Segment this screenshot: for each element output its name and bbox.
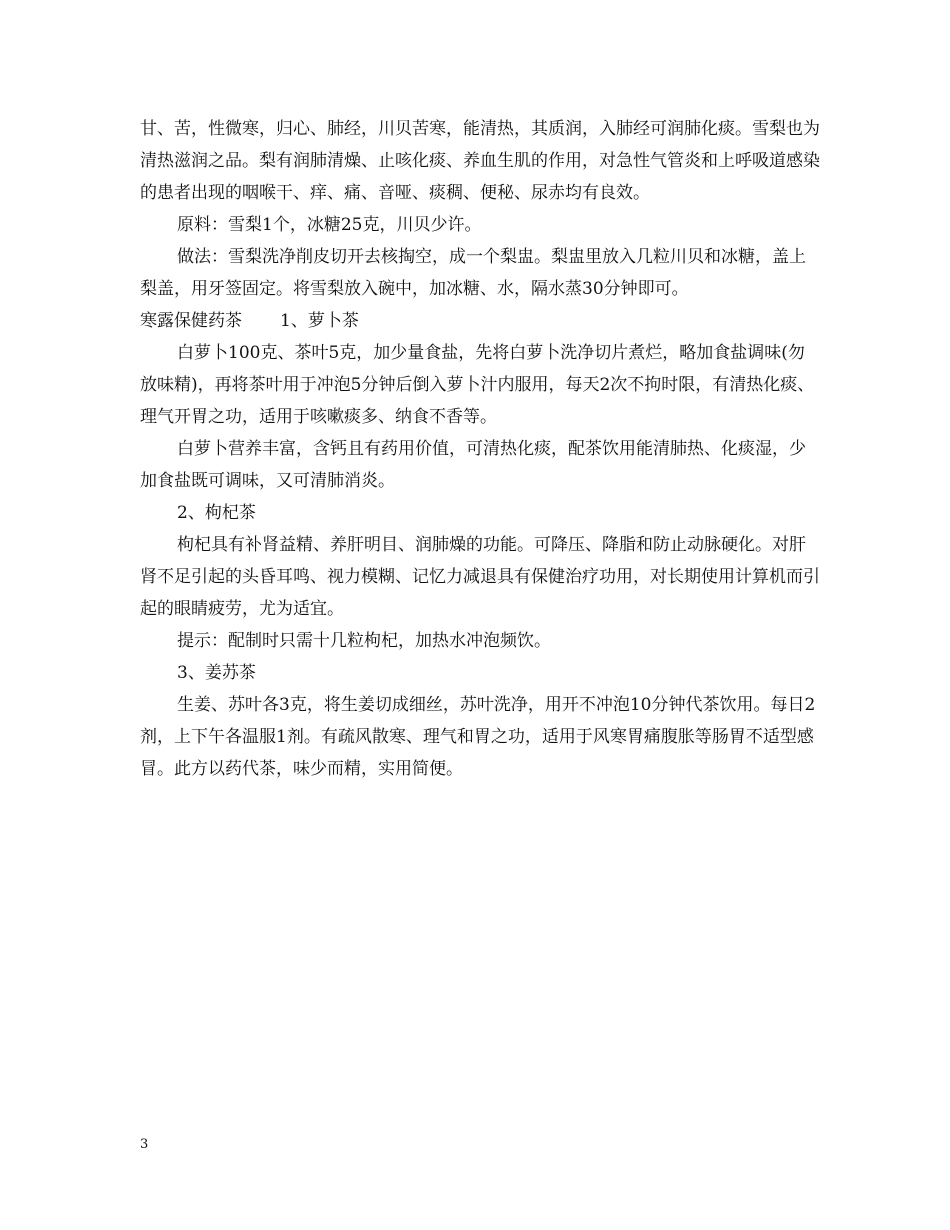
paragraph-method: 做法：雪梨洗净削皮切开去核掏空，成一个梨盅。梨盅里放入几粒川贝和冰糖，盖上梨盖，用牙签固定。将雪梨放入碗中，加冰糖、水，隔水蒸30分钟即可。 xyxy=(140,247,806,299)
page-number: 3 xyxy=(140,1137,149,1152)
paragraph-chuanbei-pear-intro: 甘、苦，性微寒，归心、肺经，川贝苦寒，能清热，其质润，入肺经可润肺化痰。雪梨也为清热滋润之品。梨有润肺清燥、止咳化痰、养血生肌的作用，对急性气管炎和上呼吸道感染的患者出现的咽喉干、痒、痛、音哑、痰稠、便秘、尿赤均有良效。 xyxy=(140,119,820,203)
item-title-ginger-perilla-tea: 3、姜苏茶 xyxy=(177,663,256,683)
paragraph-ingredients: 原料：雪梨1个，冰糖25克，川贝少许。 xyxy=(177,215,482,235)
paragraph-goji-tea-benefits: 枸杞具有补肾益精、养肝明目、润肺燥的功能。可降压、降脂和防止动脉硬化。对肝肾不足引起的头昏耳鸣、视力模糊、记忆力减退具有保健治疗功用，对长期使用计算机而引起的眼睛疲劳，尤为适宜。 xyxy=(140,535,820,619)
section-heading-line xyxy=(140,305,820,337)
item-title-radish-tea: 1、萝卜茶 xyxy=(280,311,359,331)
paragraph-ginger-perilla-tea: 生姜、苏叶各3克，将生姜切成细丝，苏叶洗净，用开不冲泡10分钟代茶饮用。每日2剂，上下午各温服1剂。有疏风散寒、理气和胃之功，适用于风寒胃痛腹胀等肠胃不适型感冒。此方以药代茶，味少而精，实用简便。 xyxy=(140,695,816,779)
paragraph-radish-tea-recipe: 白萝卜100克、茶叶5克，加少量食盐，先将白萝卜洗净切片煮烂，略加食盐调味(勿放味精)，再将茶叶用于冲泡5分钟后倒入萝卜汁内服用，每天2次不拘时限，有清热化痰、理气开胃之功，适用于咳嗽痰多、纳食不香等。 xyxy=(140,343,815,427)
paragraph-radish-tea-benefits: 白萝卜营养丰富，含钙且有药用价值，可清热化痰，配茶饮用能清肺热、化痰湿，少加食盐既可调味，又可清肺消炎。 xyxy=(140,439,806,491)
paragraph-goji-tea-tip: 提示：配制时只需十几粒枸杞，加热水冲泡频饮。 xyxy=(177,631,551,651)
section-title: 寒露保健药茶 xyxy=(140,311,242,331)
item-title-goji-tea: 2、枸杞茶 xyxy=(177,503,256,523)
document-body xyxy=(140,113,820,785)
